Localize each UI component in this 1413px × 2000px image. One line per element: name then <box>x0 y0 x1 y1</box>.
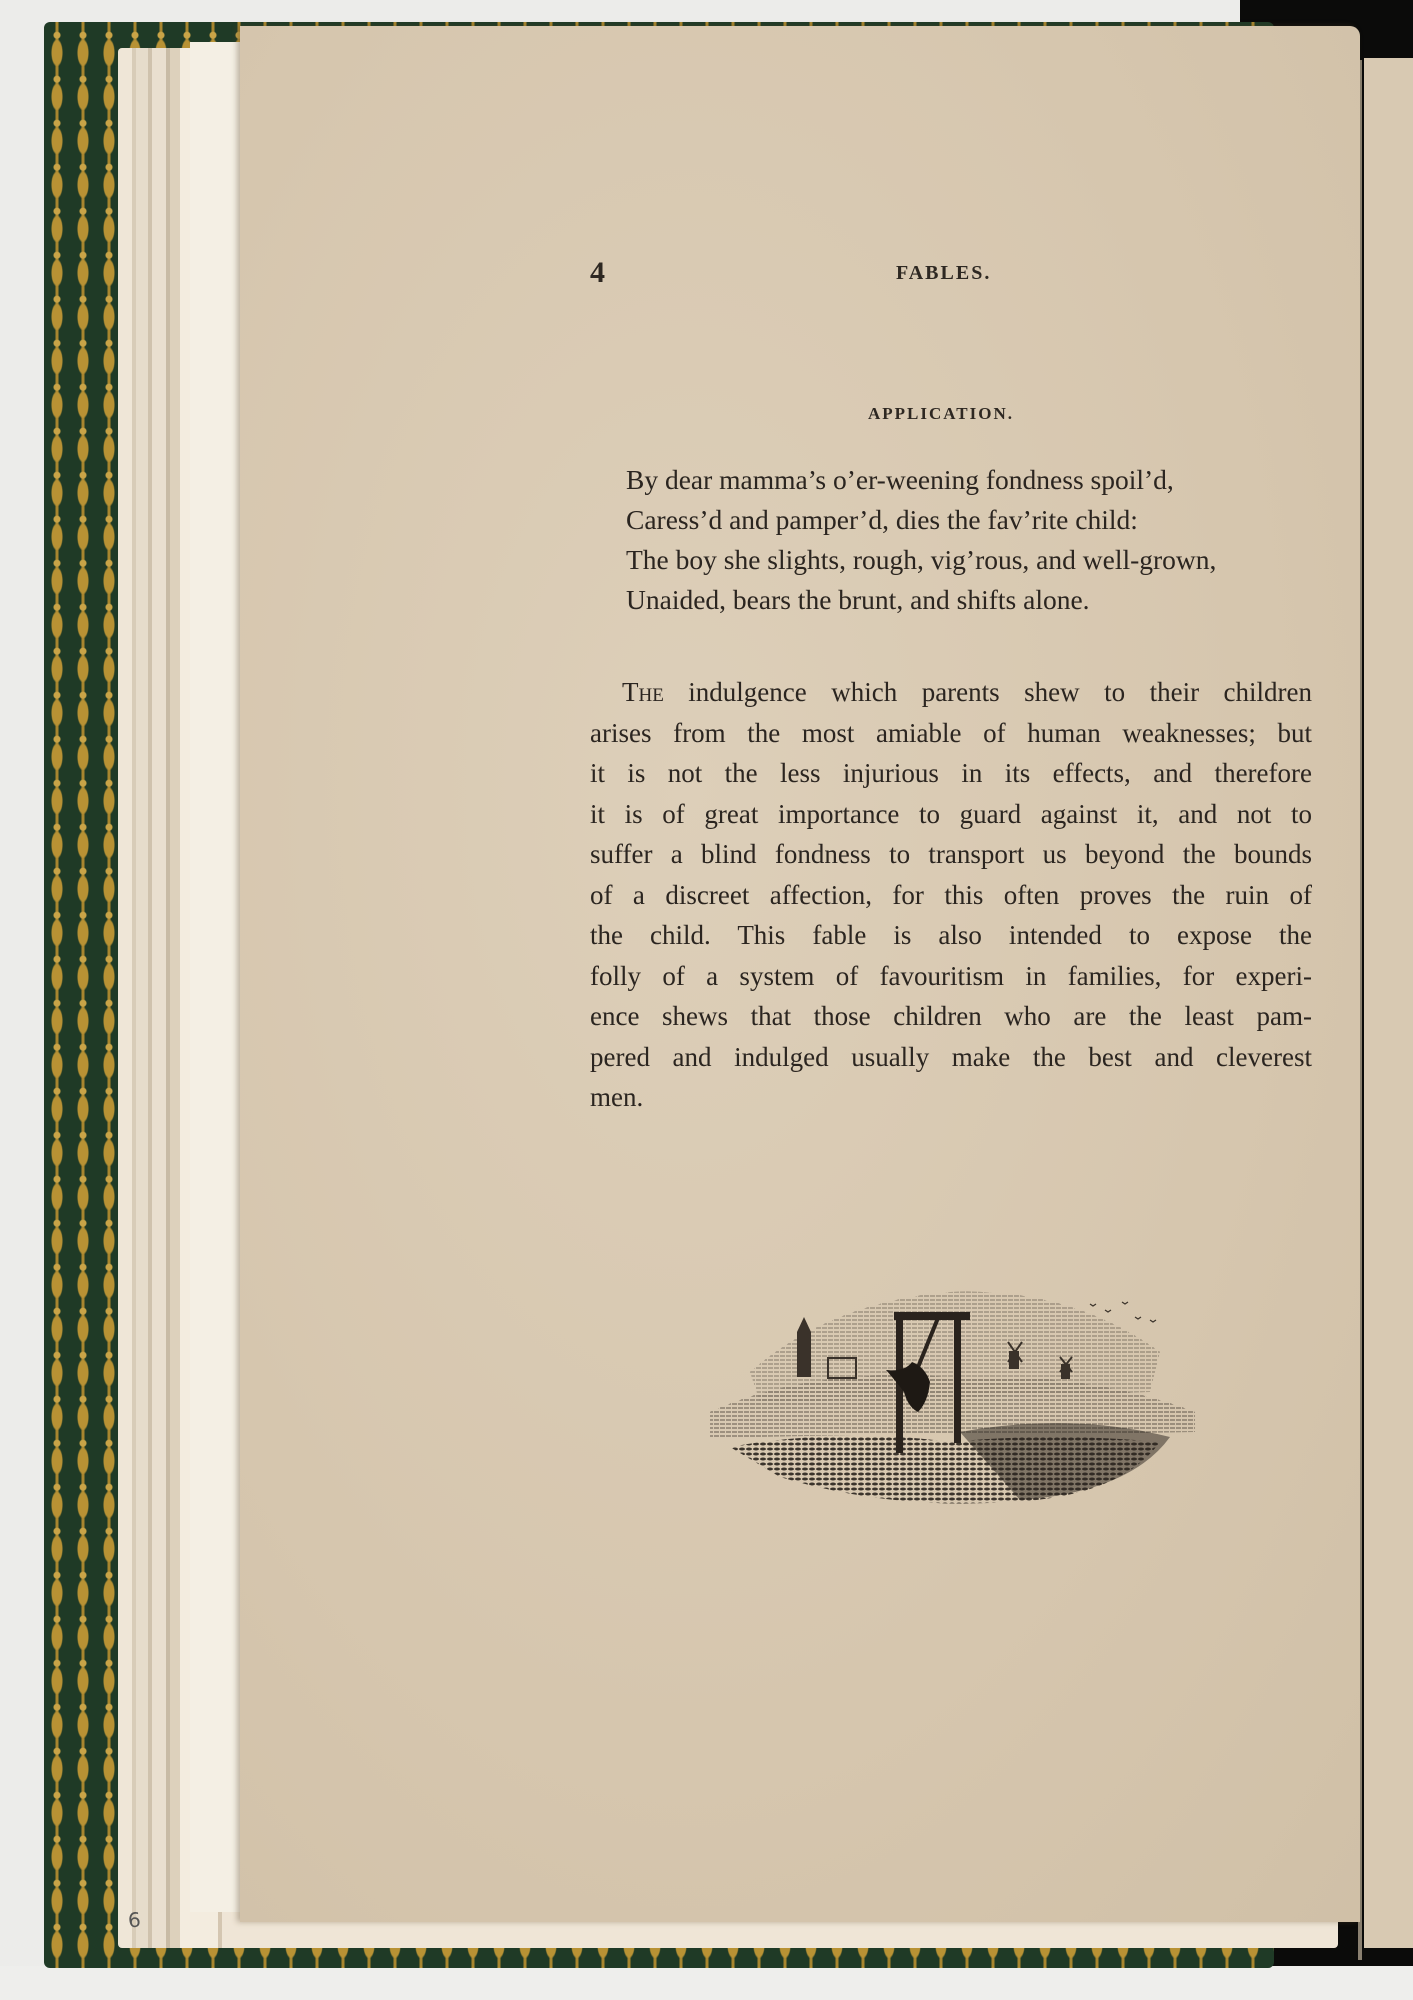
prose-text: indulgence which parents shew to their children <box>663 677 1312 707</box>
gallows-landscape-engraving <box>690 1262 1210 1510</box>
drop-word: The <box>622 677 664 707</box>
verse-line: Caress’d and pamper’d, dies the fav’rite child: <box>626 504 1138 535</box>
prose-line: ence shews that those children who are the least pam- <box>590 1001 1312 1031</box>
pencil-folio-number: 6 <box>127 1907 142 1933</box>
verse-stanza <box>626 460 1216 620</box>
verse-line: By dear mamma’s o’er-weening fondness spoil’d, <box>626 464 1174 495</box>
running-head <box>590 256 1010 289</box>
prose-line <box>590 672 1312 713</box>
prose-line: it is not the less injurious in its effects, and therefore <box>590 758 1312 788</box>
engraved-vignette <box>690 1262 1210 1510</box>
prose-line: the child. This fable is also intended to expose the <box>590 920 1312 950</box>
prose-line: it is of great importance to guard against it, and not to <box>590 798 1312 829</box>
section-title: APPLICATION. <box>868 404 1014 423</box>
prose-line: of a discreet affection, for this often proves the ruin of <box>590 879 1312 910</box>
prose-paragraph <box>590 672 1312 1118</box>
page-number: 4 <box>590 256 605 289</box>
prose-line: pered and indulged usually make the best and cleverest <box>590 1041 1312 1072</box>
prose-line: suffer a blind fondness to transport us beyond the bounds <box>590 839 1312 869</box>
background-light <box>0 1966 1413 2000</box>
running-head-title: FABLES. <box>896 262 992 284</box>
verse-line: Unaided, bears the brunt, and shifts alone. <box>626 584 1090 615</box>
prose-line: folly of a system of favouritism in families, for experi- <box>590 960 1312 991</box>
prose-line: arises from the most amiable of human weaknesses; but <box>590 717 1312 748</box>
facing-page-edge <box>1364 58 1413 1948</box>
verse-line: The boy she slights, rough, vig’rous, and well-grown, <box>626 544 1217 575</box>
prose-line: men. <box>590 1082 644 1112</box>
